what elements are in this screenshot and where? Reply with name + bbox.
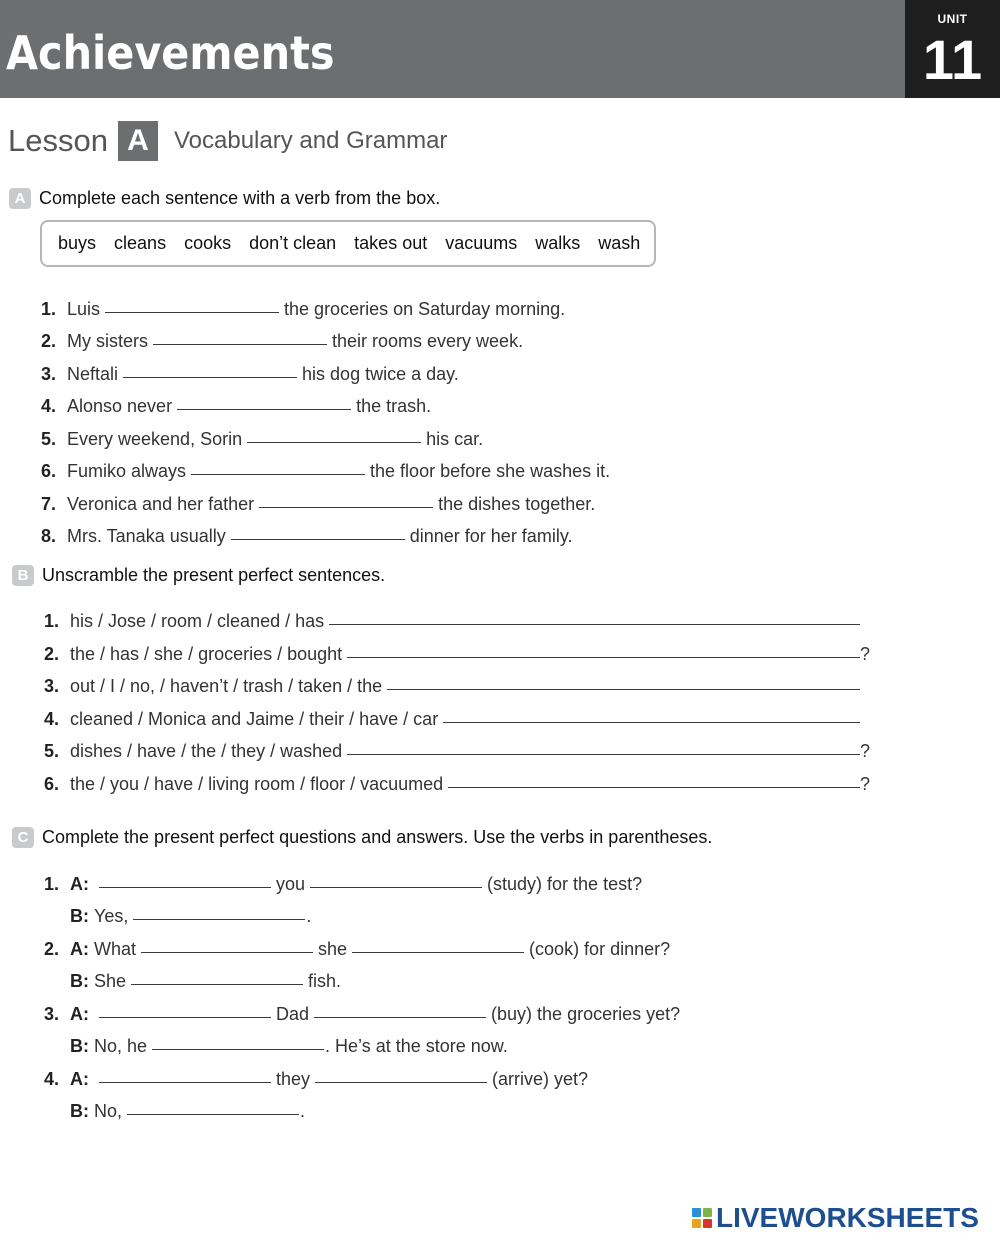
exercise-a-item [41,526,572,550]
item-number: 4. [44,1069,60,1089]
speaker-b-label: B: [70,906,89,926]
answer-blank[interactable] [310,886,482,888]
answer-blank[interactable] [127,1113,299,1115]
box-word: walks [535,233,581,253]
scrambled-words: the / has / she / groceries / bought [70,644,343,664]
item-text-after: the trash. [356,396,432,416]
question-text: (buy) the groceries yet? [491,1004,681,1024]
speaker-b-label: B: [70,971,89,991]
question-text: you [276,874,306,894]
section-b-letter: B [12,565,34,586]
end-punctuation: ? [859,774,870,794]
scrambled-words: his / Jose / room / cleaned / has [70,611,325,631]
box-word: vacuums [445,233,518,253]
item-text-after: the dishes together. [438,494,596,514]
item-text-before: Fumiko always [67,461,187,481]
item-text-before: Luis [67,299,101,319]
exercise-a-item [41,299,565,323]
question-text: (cook) for dinner? [529,939,671,959]
answer-blank[interactable] [99,1016,271,1018]
exercise-a-item [41,364,459,388]
item-text-after: his car. [426,429,484,449]
speaker-a-label: A: [70,1004,89,1024]
speaker-b-label: B: [70,1036,89,1056]
item-number: 1. [44,874,60,894]
item-text-after: his dog twice a day. [302,364,459,384]
item-text-before: Neftali [67,364,119,384]
question-text: she [318,939,348,959]
unit-badge [905,0,1000,98]
item-number: 4. [41,396,57,416]
answer-blank[interactable] [347,656,860,658]
answer-blank[interactable] [141,951,313,953]
box-word: wash [598,233,641,253]
item-number: 2. [44,939,60,959]
exercise-b-item [44,676,860,700]
section-c-letter: C [12,827,34,848]
question-text: they [276,1069,311,1089]
answer-blank[interactable] [152,1048,324,1050]
exercise-b-item [44,741,870,765]
answer-blank[interactable] [99,886,271,888]
speaker-a-label: A: [70,939,89,959]
logo-squares-icon [692,1208,712,1228]
speaker-a-label: A: [70,874,89,894]
lesson-heading [8,118,447,164]
end-punctuation: ? [859,644,870,664]
answer-text: . [300,1101,306,1121]
section-b-instruction: Unscramble the present perfect sentences. [42,565,386,585]
box-word: cleans [114,233,167,253]
section-a-heading [9,188,440,209]
box-word: takes out [354,233,428,253]
item-text-before: Mrs. Tanaka usually [67,526,226,546]
exercise-b-item [44,774,870,798]
item-text-before: Alonso never [67,396,173,416]
question-text: What [94,939,137,959]
item-number: 6. [41,461,57,481]
answer-blank[interactable] [443,721,860,723]
item-number: 3. [41,364,57,384]
item-number: 5. [44,741,60,761]
liveworksheets-logo [692,1202,979,1234]
answer-blank[interactable] [133,918,305,920]
answer-text: No, [94,1101,123,1121]
item-number: 2. [41,331,57,351]
answer-text: . [306,906,312,926]
exercise-c-question [44,874,642,898]
answer-text: She [94,971,127,991]
answer-blank[interactable] [99,1081,271,1083]
question-text: Dad [276,1004,310,1024]
lesson-title: Vocabulary and Grammar [173,127,448,154]
item-number: 1. [44,611,60,631]
lesson-letter: A [118,121,158,161]
lesson-word: Lesson [8,123,108,158]
exercise-c-question [44,1004,680,1028]
item-number: 4. [44,709,60,729]
answer-text: fish. [308,971,342,991]
section-b-heading [12,565,385,586]
exercise-a-item [41,429,483,453]
logo-text: LIVEWORKSHEETS [716,1202,979,1233]
item-number: 6. [44,774,60,794]
question-text: (arrive) yet? [492,1069,589,1089]
answer-blank[interactable] [177,408,351,410]
exercise-c-answer [70,1101,305,1125]
box-word: buys [58,233,97,253]
answer-text: Yes, [94,906,129,926]
answer-blank[interactable] [231,538,405,540]
unit-header-bar [0,0,905,98]
speaker-b-label: B: [70,1101,89,1121]
answer-blank[interactable] [123,376,297,378]
item-text-before: Veronica and her father [67,494,255,514]
item-text-before: Every weekend, Sorin [67,429,243,449]
answer-blank[interactable] [259,506,433,508]
word-box [40,220,656,267]
exercise-a-item [41,396,431,420]
exercise-c-answer [70,1036,508,1060]
scrambled-words: dishes / have / the / they / washed [70,741,343,761]
answer-blank[interactable] [191,473,365,475]
exercise-a-item [41,494,595,518]
item-number: 8. [41,526,57,546]
item-number: 5. [41,429,57,449]
scrambled-words: out / I / no, / haven’t / trash / taken / the [70,676,383,696]
exercise-c-answer [70,906,311,930]
item-text-after: dinner for her family. [409,526,573,546]
question-text: (study) for the test? [487,874,643,894]
end-punctuation: ? [859,741,870,761]
answer-blank[interactable] [314,1016,486,1018]
answer-text: . He’s at the store now. [325,1036,508,1056]
exercise-c-answer [70,971,341,995]
item-number: 2. [44,644,60,664]
scrambled-words: the / you / have / living room / floor / vacuumed [70,774,444,794]
exercise-b-item [44,644,870,668]
speaker-a-label: A: [70,1069,89,1089]
answer-blank[interactable] [131,983,303,985]
box-word: don’t clean [249,233,337,253]
answer-blank[interactable] [153,343,327,345]
answer-blank[interactable] [387,688,860,690]
item-text-after: their rooms every week. [332,331,524,351]
answer-blank[interactable] [105,311,279,313]
answer-blank[interactable] [448,786,860,788]
item-number: 3. [44,1004,60,1024]
exercise-b-item [44,611,860,635]
exercise-c-question [44,1069,588,1093]
answer-text: No, he [94,1036,148,1056]
section-c-heading [12,827,712,848]
box-word: cooks [184,233,232,253]
item-text-after: the floor before she washes it. [370,461,611,481]
answer-blank[interactable] [247,441,421,443]
exercise-a-item [41,331,523,355]
section-c-instruction: Complete the present perfect questions and answers. Use the verbs in parentheses. [42,827,713,847]
item-text-before: My sisters [67,331,148,351]
item-number: 7. [41,494,57,514]
section-a-letter: A [9,188,31,209]
scrambled-words: cleaned / Monica and Jaime / their / have / car [70,709,439,729]
exercise-a-item [41,461,610,485]
exercise-b-item [44,709,860,733]
answer-blank[interactable] [347,753,860,755]
item-number: 1. [41,299,57,319]
exercise-c-question [44,939,670,963]
section-a-instruction: Complete each sentence with a verb from the box. [39,188,441,208]
unit-title: Achievements [6,26,335,80]
item-text-after: the groceries on Saturday morning. [284,299,566,319]
answer-blank[interactable] [352,951,524,953]
unit-number: 11 [922,28,983,91]
answer-blank[interactable] [329,623,860,625]
answer-blank[interactable] [315,1081,487,1083]
unit-label: UNIT [937,12,968,26]
item-number: 3. [44,676,60,696]
